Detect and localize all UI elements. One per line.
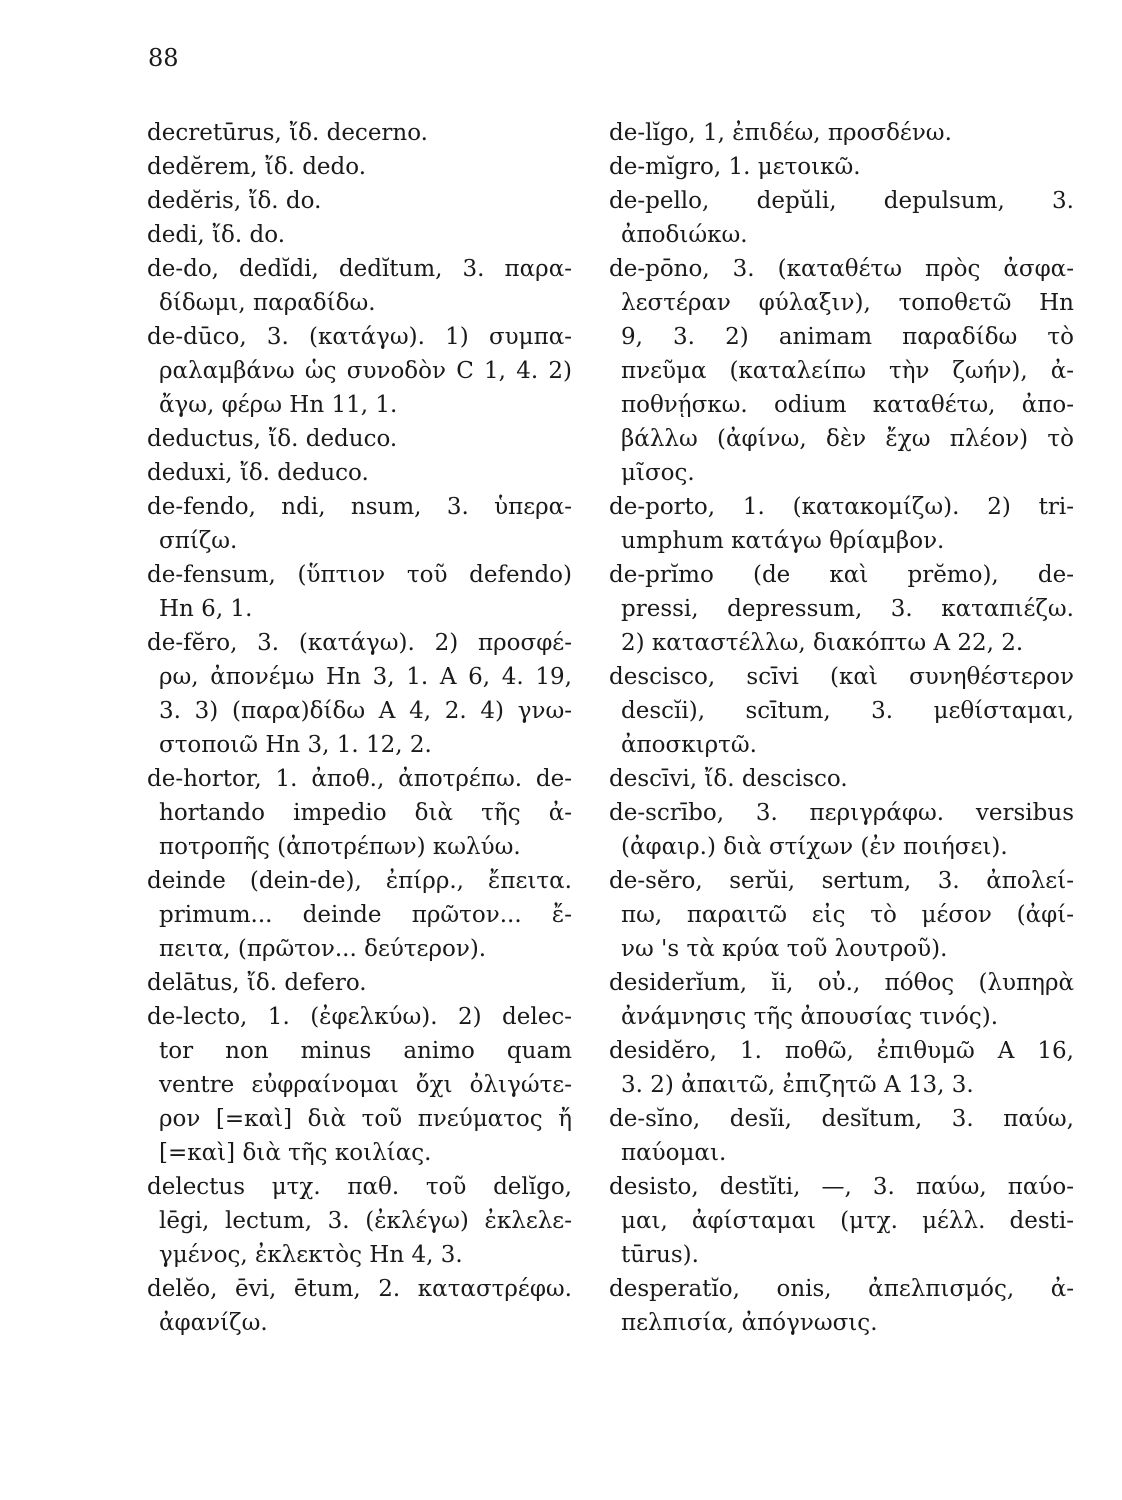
dictionary-line: tor non minus animo quam <box>159 1038 572 1064</box>
dictionary-line: λεστέραν φύλαξιν), τοποθετῶ Hn <box>621 290 1074 316</box>
dictionary-line: ρον [=καὶ] διὰ τοῦ πνεύματος ἤ <box>159 1106 572 1132</box>
dictionary-line: παύομαι. <box>621 1140 727 1166</box>
dictionary-line: βάλλω (ἀφίνω, δὲν ἔχω πλέον) τὸ <box>621 426 1074 452</box>
dictionary-line: deductus, ἴδ. deduco. <box>147 426 398 452</box>
dictionary-line: dedĕris, ἴδ. do. <box>147 188 322 214</box>
dictionary-line: deinde (dein-de), ἐπίρρ., ἔπειτα. <box>147 868 572 894</box>
dictionary-line: πω, παραιτῶ εἰς τὸ μέσον (ἀφί- <box>621 902 1074 928</box>
dictionary-line: tūrus). <box>621 1242 699 1268</box>
dictionary-line: de-dūco, 3. (κατάγω). 1) συμπα- <box>147 324 572 350</box>
dictionary-line: hortando impedio διὰ τῆς ἀ- <box>159 800 572 826</box>
dictionary-line: de-scrībo, 3. περιγράφω. versibus <box>609 800 1074 826</box>
dictionary-line: delātus, ἴδ. defero. <box>147 970 367 996</box>
dictionary-line: delectus μτχ. παθ. τοῦ delĭgo, <box>147 1174 572 1200</box>
dictionary-line: desiderĭum, ĭi, οὐ., πόθος (λυπηρὰ <box>609 970 1074 996</box>
dictionary-line: de-sĭno, desĭi, desĭtum, 3. παύω, <box>609 1106 1074 1132</box>
dictionary-line: de-pello, depŭli, depulsum, 3. <box>609 188 1074 214</box>
dictionary-line: deduxi, ἴδ. deduco. <box>147 460 369 486</box>
dictionary-line: de-prĭmo (de καὶ prĕmo), de- <box>609 562 1074 588</box>
dictionary-line: 2) καταστέλλω, διακόπτω A 22, 2. <box>621 630 1024 656</box>
dictionary-line: umphum κατάγω θρίαμβον. <box>621 528 945 554</box>
dictionary-line: decretūrus, ἴδ. decerno. <box>147 120 428 146</box>
dictionary-line: ἀνάμνησις τῆς ἀπουσίας τινός). <box>621 1004 999 1030</box>
dictionary-line: de-do, dedĭdi, dedĭtum, 3. παρα- <box>147 256 572 282</box>
dictionary-line: ρω, ἀπονέμω Hn 3, 1. A 6, 4. 19, <box>159 664 572 690</box>
dictionary-line: desisto, destĭti, —, 3. παύω, παύο- <box>609 1174 1074 1200</box>
dictionary-line: (ἀφαιρ.) διὰ στίχων (ἐν ποιήσει). <box>621 834 1008 860</box>
dictionary-line: descisco, scīvi (καὶ συνηθέστερον <box>609 664 1074 690</box>
dictionary-line: de-fendo, ndi, nsum, 3. ὑπερα- <box>147 494 572 520</box>
left-column <box>147 116 572 1340</box>
dictionary-line: ποτροπῆς (ἀποτρέπων) κωλύω. <box>159 834 521 860</box>
dictionary-line: de-fensum, (ὕπτιον τοῦ defendo) <box>147 562 572 588</box>
dictionary-line: de-mĭgro, 1. μετοικῶ. <box>609 154 861 180</box>
dictionary-line: 9, 3. 2) animam παραδίδω τὸ <box>621 324 1074 350</box>
dictionary-line: ἄγω, φέρω Hn 11, 1. <box>159 392 398 418</box>
dictionary-line: primum... deinde πρῶτον... ἔ- <box>159 902 572 928</box>
dictionary-line: δίδωμι, παραδίδω. <box>159 290 376 316</box>
dictionary-line: descĭi), scītum, 3. μεθίσταμαι, <box>621 698 1074 724</box>
dictionary-line: ἀποδιώκω. <box>621 222 748 248</box>
dictionary-line: dedi, ἴδ. do. <box>147 222 285 248</box>
dictionary-line: dedĕrem, ἴδ. dedo. <box>147 154 367 180</box>
dictionary-line: delĕo, ēvi, ētum, 2. καταστρέφω. <box>147 1276 572 1302</box>
dictionary-line: de-lĭgo, 1, ἐπιδέω, προσδένω. <box>609 120 952 146</box>
dictionary-line: [=καὶ] διὰ τῆς κοιλίας. <box>159 1140 432 1166</box>
dictionary-line: de-porto, 1. (κατακομίζω). 2) tri- <box>609 494 1074 520</box>
dictionary-line: πειτα, (πρῶτον... δεύτερον). <box>159 936 487 962</box>
dictionary-line: πελπισία, ἀπόγνωσις. <box>621 1310 878 1336</box>
dictionary-line: ραλαμβάνω ὡς συνοδὸν C 1, 4. 2) <box>159 358 572 384</box>
dictionary-line: μαι, ἀφίσταμαι (μτχ. μέλλ. desti- <box>621 1208 1074 1234</box>
dictionary-line: lēgi, lectum, 3. (ἐκλέγω) ἐκλελε- <box>159 1208 572 1234</box>
right-column <box>609 116 1074 1340</box>
dictionary-line: de-hortor, 1. ἀποθ., ἀποτρέπω. de- <box>147 766 572 792</box>
dictionary-line: de-fĕro, 3. (κατάγω). 2) προσφέ- <box>147 630 572 656</box>
dictionary-line: de-pōno, 3. (καταθέτω πρὸς ἀσφα- <box>609 256 1074 282</box>
dictionary-line: σπίζω. <box>159 528 238 554</box>
dictionary-line: μῖσος. <box>621 460 695 486</box>
dictionary-line: γμένος, ἐκλεκτὸς Hn 4, 3. <box>159 1242 463 1268</box>
dictionary-line: ventre εὐφραίνομαι ὄχι ὀλιγώτε- <box>159 1072 572 1098</box>
dictionary-line: ἀφανίζω. <box>159 1310 268 1336</box>
dictionary-line: 3. 3) (παρα)δίδω A 4, 2. 4) γνω- <box>159 698 572 724</box>
dictionary-line: descīvi, ἴδ. descisco. <box>609 766 848 792</box>
dictionary-line: νω 's τὰ κρύα τοῦ λουτροῦ). <box>621 936 948 962</box>
dictionary-line: de-sĕro, serŭi, sertum, 3. ἀπολεί- <box>609 868 1074 894</box>
dictionary-line: desidĕro, 1. ποθῶ, ἐπιθυμῶ A 16, <box>609 1038 1074 1064</box>
dictionary-line: ποθνῄσκω. odium καταθέτω, ἀπο- <box>621 392 1074 418</box>
dictionary-line: Hn 6, 1. <box>159 596 253 622</box>
dictionary-line: desperatĭo, onis, ἀπελπισμός, ἀ- <box>609 1276 1074 1302</box>
page-number: 88 <box>148 44 179 72</box>
dictionary-line: ἀποσκιρτῶ. <box>621 732 757 758</box>
dictionary-line: de-lecto, 1. (ἐφελκύω). 2) delec- <box>147 1004 572 1030</box>
dictionary-line: στοποιῶ Hn 3, 1. 12, 2. <box>159 732 432 758</box>
dictionary-line: 3. 2) ἀπαιτῶ, ἐπιζητῶ A 13, 3. <box>621 1072 974 1098</box>
dictionary-line: pressi, depressum, 3. καταπιέζω. <box>621 596 1074 622</box>
dictionary-line: πνεῦμα (καταλείπω τὴν ζωήν), ἀ- <box>621 358 1074 384</box>
